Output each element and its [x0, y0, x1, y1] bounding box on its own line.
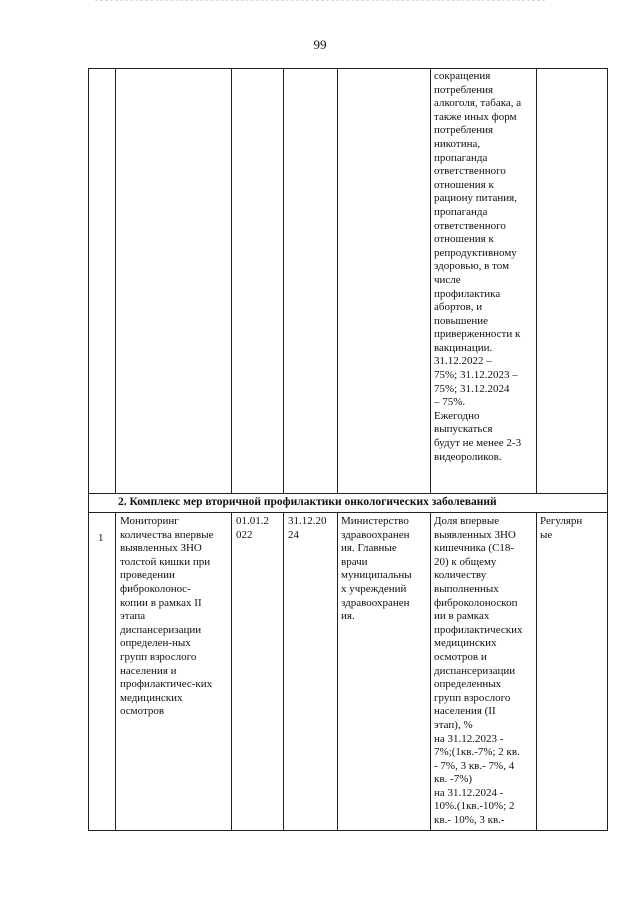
scan-edge-artifact	[95, 0, 545, 1]
col-border	[607, 512, 608, 830]
start-date-cell: 01.01.2 022	[236, 515, 269, 541]
col-border	[88, 512, 89, 830]
page-number: 99	[313, 37, 327, 52]
col-border	[430, 512, 431, 830]
section-bottom-border	[88, 512, 608, 513]
col-border	[536, 512, 537, 830]
section-top-border	[88, 493, 608, 494]
col-border	[536, 68, 537, 493]
col-border	[607, 68, 608, 493]
frequency-cell: Регулярн ые	[540, 515, 583, 541]
col-border	[231, 68, 232, 493]
col-border	[283, 512, 284, 830]
top-row-indicator-cell: сокращения потребления алкоголя, табака, а также иных форм потребления никотина, пропаганда ответственного отношения к рациону питания, пропаганда ответственного отношения к репродуктивному здоровью, в том числе профилактика абортов, и повышение приверженности к вакцинации. 31.12.2022 – 75%; 31.12.2023 – 75%; 31.12.2024 – 75%. Ежегодно выпускаться будут не менее 2-3 видеороликов.	[434, 70, 522, 463]
col-border	[88, 68, 89, 493]
col-border	[283, 68, 284, 493]
plan-table	[88, 68, 608, 831]
col-border	[115, 68, 116, 493]
section-left-border	[88, 493, 89, 512]
responsible-cell: Министерство здравоохранен ия. Главные врачи муниципальны х учреждений здравоохранен ия.	[341, 515, 412, 623]
col-border	[337, 68, 338, 493]
section-right-border	[607, 493, 608, 512]
table-bottom-border	[88, 830, 608, 831]
col-border	[231, 512, 232, 830]
row-number: 1	[98, 532, 104, 544]
indicator-cell: Доля впервые выявленных ЗНО кишечника (С18- 20) к общему количеству выполненных фиброколоноскоп ии в рамках профилактических медицинских осмотров и диспансеризации определенных групп взрослого населения (II этап), % на 31.12.2023 - 7%;(1кв.-7%; 2 кв. - 7%, 3 кв.- 7%, 4 кв. -7%) на 31.12.2024 - 10%.(1кв.-10%; 2 кв.- 10%, 3 кв.-	[434, 515, 523, 827]
end-date-cell: 31.12.20 24	[288, 515, 327, 541]
col-border	[337, 512, 338, 830]
col-border	[430, 68, 431, 493]
section-header: 2. Комплекс мер вторичной профилактики онкологических заболеваний	[118, 496, 497, 508]
table-top-border	[88, 68, 608, 69]
col-border	[115, 512, 116, 830]
event-cell: Мониторинг количества впервые выявленных ЗНО толстой кишки при проведении фиброколоноc- копии в рамках II этапа диспансеризации определен-ных групп взрослого населения и профилактичес-ких медицинских осмотров	[120, 515, 214, 718]
